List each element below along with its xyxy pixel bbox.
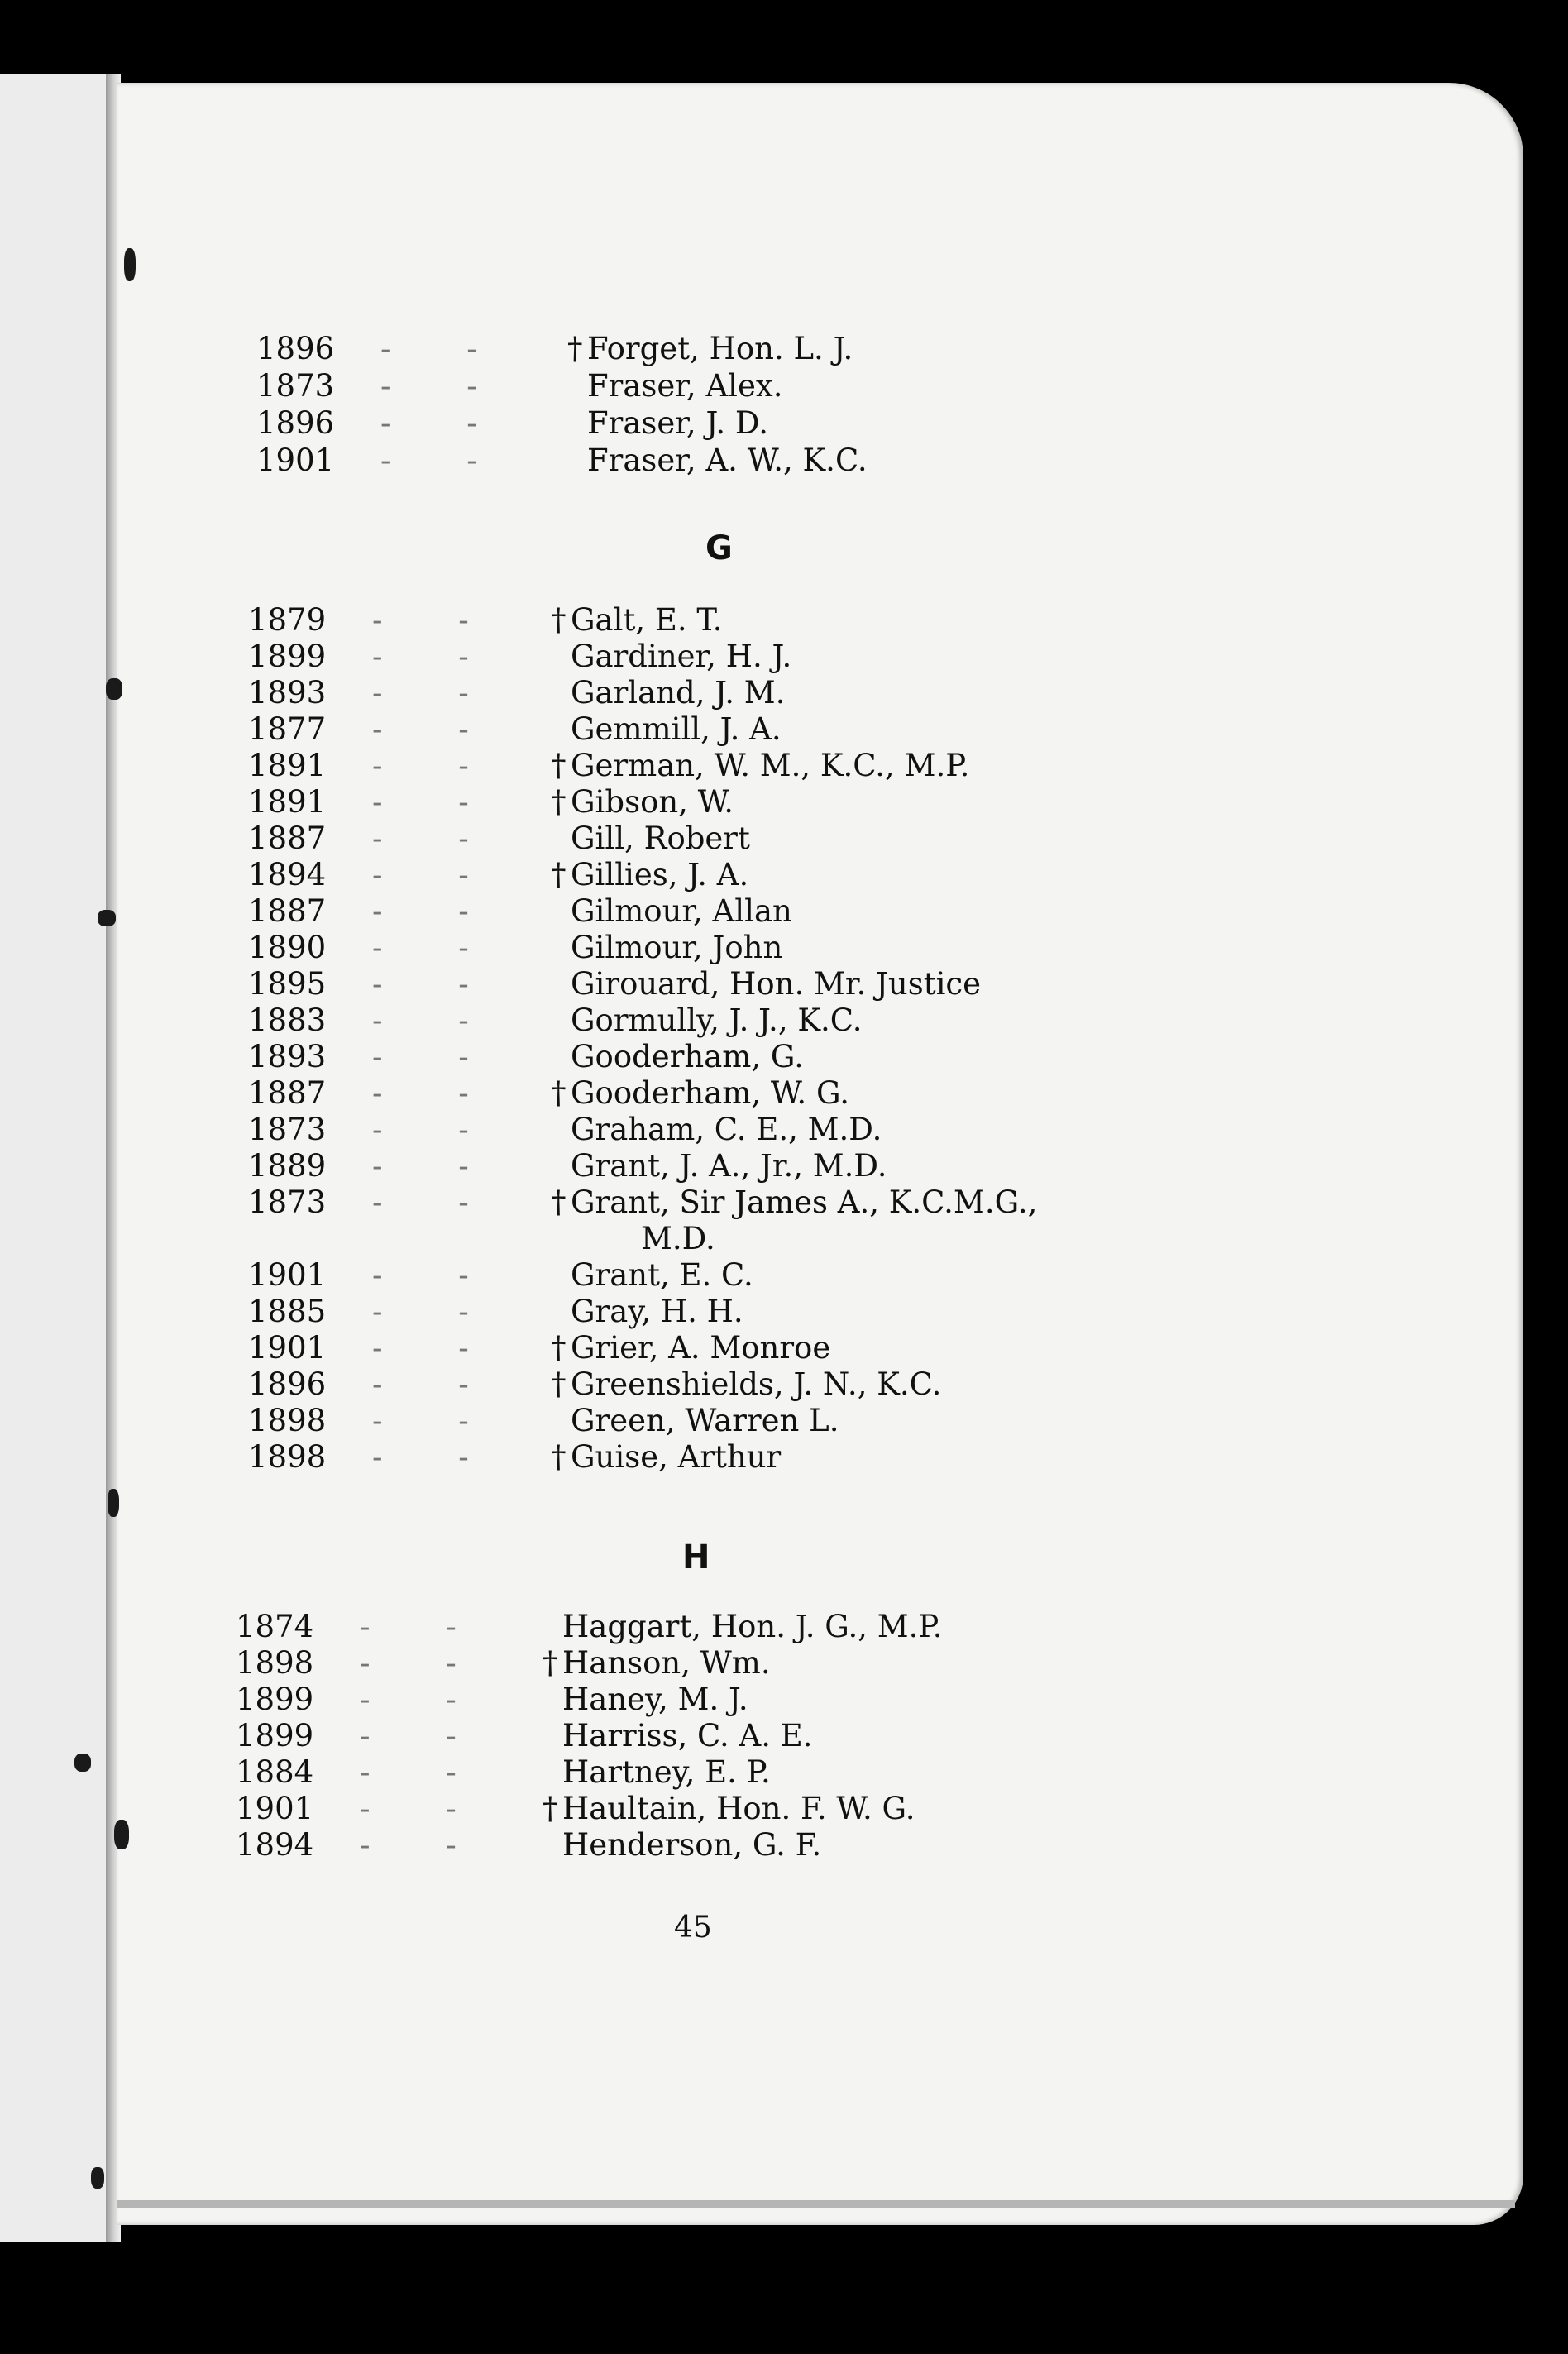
entry-name: Gillies, J. A.: [571, 857, 749, 892]
deceased-dagger-mark: †: [551, 857, 566, 892]
deceased-dagger-mark: †: [551, 1075, 566, 1111]
entry-name: Fraser, A. W., K.C.: [587, 443, 868, 478]
entry-name: German, W. M., K.C., M.P.: [571, 748, 970, 783]
entry-year: 1879: [248, 602, 327, 638]
entry-year: 1874: [236, 1609, 314, 1644]
entry-year: 1891: [248, 748, 327, 783]
register-entry: [248, 1184, 1241, 1221]
entry-leader-dashes: - -: [380, 331, 510, 366]
entry-name: Greenshields, J. N., K.C.: [571, 1366, 942, 1402]
register-entry: [248, 1075, 1241, 1112]
entry-leader-dashes: - -: [372, 821, 502, 856]
entry-leader-dashes: - -: [360, 1645, 490, 1681]
entry-name: Haultain, Hon. F. W. G.: [562, 1791, 915, 1826]
entry-year: 1898: [236, 1645, 314, 1681]
entry-name: Forget, Hon. L. J.: [587, 331, 853, 366]
entry-year: 1899: [236, 1682, 314, 1717]
entry-name: Gardiner, H. J.: [571, 639, 792, 674]
deceased-dagger-mark: †: [551, 602, 566, 638]
entry-name: Harriss, C. A. E.: [562, 1718, 813, 1754]
register-entry: [248, 966, 1241, 1002]
register-entry: [248, 1148, 1241, 1184]
entry-year: 1873: [248, 1184, 327, 1220]
entry-year: 1901: [248, 1330, 327, 1366]
entry-leader-dashes: - -: [360, 1827, 490, 1863]
entry-leader-dashes: - -: [380, 443, 510, 478]
register-entry: [248, 711, 1241, 748]
gutter-mark: [91, 2167, 104, 2189]
register-entry: [248, 1257, 1241, 1294]
register-entry: [236, 1827, 1241, 1864]
entry-name-continuation: M.D.: [641, 1221, 715, 1256]
deceased-dagger-mark: †: [567, 331, 583, 366]
entry-name: Haggart, Hon. J. G., M.P.: [562, 1609, 943, 1644]
entry-name: Henderson, G. F.: [562, 1827, 822, 1863]
register-entry: [248, 602, 1241, 639]
deceased-dagger-mark: †: [551, 1439, 566, 1475]
entry-name: Gilmour, John: [571, 930, 783, 965]
entry-year: 1898: [248, 1403, 327, 1438]
entry-year: 1894: [248, 857, 327, 892]
entry-leader-dashes: - -: [372, 1330, 502, 1366]
entry-leader-dashes: - -: [360, 1682, 490, 1717]
entry-name: Hartney, E. P.: [562, 1754, 771, 1790]
register-entry: [256, 443, 1241, 479]
entry-year: 1887: [248, 821, 327, 856]
entry-year: 1884: [236, 1754, 314, 1790]
entry-name: Haney, M. J.: [562, 1682, 748, 1717]
entry-year: 1873: [248, 1112, 327, 1147]
facing-page-edge: [0, 74, 116, 2242]
register-entry: [248, 1039, 1241, 1075]
register-entry: [256, 405, 1241, 442]
register-entry: [248, 748, 1241, 784]
section-heading-h: H: [682, 1538, 710, 1577]
entry-leader-dashes: - -: [372, 784, 502, 820]
entry-name: Gibson, W.: [571, 784, 734, 820]
entry-name: Gemmill, J. A.: [571, 711, 782, 747]
entry-year: 1901: [248, 1257, 327, 1293]
entry-leader-dashes: - -: [360, 1791, 490, 1826]
gutter-mark: [114, 1820, 129, 1849]
entry-name: Green, Warren L.: [571, 1403, 839, 1438]
register-entry: [248, 1294, 1241, 1330]
register-entry: [248, 1366, 1241, 1403]
entry-year: 1877: [248, 711, 327, 747]
register-entry: [248, 639, 1241, 675]
entry-leader-dashes: - -: [372, 1148, 502, 1184]
entry-year: 1890: [248, 930, 327, 965]
gutter-mark: [74, 1754, 91, 1772]
entry-year: 1895: [248, 966, 327, 1002]
entry-year: 1893: [248, 1039, 327, 1074]
entry-year: 1889: [248, 1148, 327, 1184]
entry-name: Gilmour, Allan: [571, 893, 792, 929]
entry-leader-dashes: - -: [372, 602, 502, 638]
entry-year: 1898: [248, 1439, 327, 1475]
entry-leader-dashes: - -: [372, 1112, 502, 1147]
register-entry: [248, 675, 1241, 711]
entry-name: Grant, J. A., Jr., M.D.: [571, 1148, 887, 1184]
entry-year: 1883: [248, 1002, 327, 1038]
deceased-dagger-mark: †: [551, 1330, 566, 1366]
register-entry: [236, 1791, 1241, 1827]
gutter-mark: [98, 910, 116, 926]
register-entry: [248, 1439, 1241, 1476]
entry-leader-dashes: - -: [372, 1002, 502, 1038]
page-number: 45: [674, 1911, 712, 1945]
deceased-dagger-mark: †: [543, 1791, 558, 1826]
entry-name: Gooderham, W. G.: [571, 1075, 849, 1111]
entry-name: Garland, J. M.: [571, 675, 786, 711]
entry-name: Girouard, Hon. Mr. Justice: [571, 966, 982, 1002]
entry-year: 1893: [248, 675, 327, 711]
register-entry: [248, 930, 1241, 966]
entry-leader-dashes: - -: [372, 1294, 502, 1329]
entry-year: 1899: [248, 639, 327, 674]
gutter-mark: [106, 678, 122, 700]
entry-leader-dashes: - -: [372, 711, 502, 747]
entry-leader-dashes: - -: [372, 1439, 502, 1475]
entry-leader-dashes: - -: [372, 1184, 502, 1220]
gutter-mark: [108, 1489, 119, 1517]
register-entry: [256, 331, 1241, 367]
page-bottom-edge: [117, 2200, 1515, 2208]
deceased-dagger-mark: †: [551, 1366, 566, 1402]
deceased-dagger-mark: †: [551, 748, 566, 783]
entry-name: Grant, E. C.: [571, 1257, 753, 1293]
entry-leader-dashes: - -: [372, 857, 502, 892]
deceased-dagger-mark: †: [551, 784, 566, 820]
register-entry: [248, 857, 1241, 893]
entry-year: 1896: [256, 405, 335, 441]
entry-leader-dashes: - -: [372, 930, 502, 965]
entry-name: Fraser, J. D.: [587, 405, 769, 441]
entry-name: Fraser, Alex.: [587, 368, 783, 404]
entry-name: Hanson, Wm.: [562, 1645, 771, 1681]
section-heading-g: G: [705, 529, 733, 567]
register-entry: [248, 1112, 1241, 1148]
register-entry: [248, 1330, 1241, 1366]
entry-name: Gormully, J. J., K.C.: [571, 1002, 863, 1038]
entry-leader-dashes: - -: [372, 639, 502, 674]
entry-year: 1887: [248, 1075, 327, 1111]
register-entry: [236, 1645, 1241, 1682]
register-entry: [236, 1718, 1241, 1754]
register-entry: [236, 1682, 1241, 1718]
register-entry: [248, 784, 1241, 821]
entry-leader-dashes: - -: [372, 748, 502, 783]
entry-leader-dashes: - -: [372, 1403, 502, 1438]
register-entry: [248, 893, 1241, 930]
gutter-mark: [124, 248, 136, 281]
entry-year: 1894: [236, 1827, 314, 1863]
register-entry: [248, 821, 1241, 857]
entry-year: 1891: [248, 784, 327, 820]
entry-leader-dashes: - -: [360, 1754, 490, 1790]
entry-name: Gill, Robert: [571, 821, 750, 856]
entry-year: 1901: [236, 1791, 314, 1826]
deceased-dagger-mark: †: [551, 1184, 566, 1220]
entry-leader-dashes: - -: [372, 1257, 502, 1293]
register-entry: [248, 1403, 1241, 1439]
entry-year: 1896: [248, 1366, 327, 1402]
entry-name: Grier, A. Monroe: [571, 1330, 831, 1366]
entry-name: Graham, C. E., M.D.: [571, 1112, 882, 1147]
deceased-dagger-mark: †: [543, 1645, 558, 1681]
entry-year: 1899: [236, 1718, 314, 1754]
entry-year: 1885: [248, 1294, 327, 1329]
entry-year: 1901: [256, 443, 335, 478]
entry-year: 1873: [256, 368, 335, 404]
entry-leader-dashes: - -: [372, 1075, 502, 1111]
entry-leader-dashes: - -: [372, 675, 502, 711]
entry-name: Gooderham, G.: [571, 1039, 804, 1074]
entry-leader-dashes: - -: [372, 893, 502, 929]
entry-year: 1887: [248, 893, 327, 929]
entry-name: Guise, Arthur: [571, 1439, 782, 1475]
entry-leader-dashes: - -: [380, 368, 510, 404]
entry-leader-dashes: - -: [360, 1718, 490, 1754]
register-entry: [256, 368, 1241, 404]
entry-leader-dashes: - -: [372, 1366, 502, 1402]
entry-leader-dashes: - -: [372, 1039, 502, 1074]
register-entry: [236, 1609, 1241, 1645]
entry-name: Grant, Sir James A., K.C.M.G.,: [571, 1184, 1038, 1220]
entry-leader-dashes: - -: [380, 405, 510, 441]
entry-name: Gray, H. H.: [571, 1294, 743, 1329]
entry-leader-dashes: - -: [360, 1609, 490, 1644]
register-entry: [248, 1002, 1241, 1039]
entry-year: 1896: [256, 331, 335, 366]
register-entry: [236, 1754, 1241, 1791]
entry-leader-dashes: - -: [372, 966, 502, 1002]
entry-name: Galt, E. T.: [571, 602, 723, 638]
